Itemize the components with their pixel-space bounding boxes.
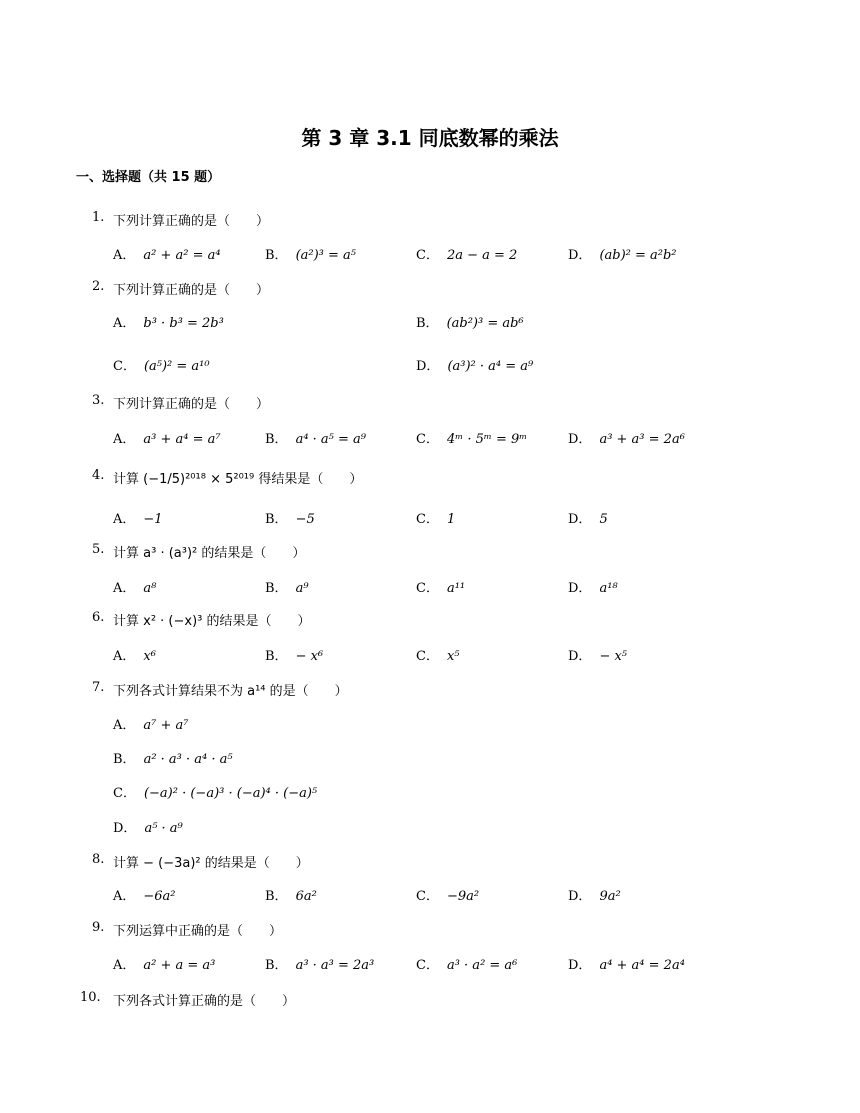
option-letter: A． bbox=[113, 248, 136, 263]
answer-option[interactable] bbox=[568, 577, 618, 596]
answer-option[interactable] bbox=[416, 508, 455, 527]
answer-option[interactable] bbox=[568, 645, 627, 664]
answer-option[interactable] bbox=[265, 244, 356, 263]
option-expression: −6a² bbox=[143, 889, 176, 904]
option-expression: 2a − a = 2 bbox=[446, 248, 518, 263]
option-letter: C． bbox=[416, 512, 439, 527]
option-expression: − x⁶ bbox=[295, 649, 324, 664]
answer-option[interactable] bbox=[113, 782, 317, 801]
answer-option[interactable] bbox=[568, 244, 677, 263]
option-letter: A． bbox=[113, 958, 136, 973]
option-letter: C． bbox=[416, 581, 439, 596]
option-letter: A． bbox=[113, 432, 136, 447]
option-expression: −5 bbox=[295, 512, 315, 527]
question-stem: 下列各式计算结果不为 a¹⁴ 的是（ ） bbox=[113, 684, 348, 699]
option-letter: B． bbox=[113, 752, 136, 767]
answer-option[interactable] bbox=[113, 428, 221, 447]
option-letter: D． bbox=[568, 581, 592, 596]
answer-option[interactable] bbox=[113, 577, 156, 596]
option-expression: a⁹ bbox=[295, 581, 309, 596]
question-stem: 计算 (−1/5)²⁰¹⁸ × 5²⁰¹⁹ 得结果是（ ） bbox=[113, 472, 363, 487]
option-letter: D． bbox=[416, 359, 440, 374]
answer-option[interactable] bbox=[113, 312, 224, 331]
answer-option[interactable] bbox=[265, 885, 317, 904]
option-letter: C． bbox=[416, 649, 439, 664]
question-number: 1. bbox=[92, 210, 105, 225]
answer-option[interactable] bbox=[568, 428, 685, 447]
option-letter: C． bbox=[113, 786, 136, 801]
option-letter: D． bbox=[568, 432, 592, 447]
answer-option[interactable] bbox=[113, 885, 176, 904]
question-number: 7. bbox=[92, 680, 105, 695]
option-expression: 5 bbox=[599, 512, 608, 527]
answer-option[interactable] bbox=[416, 577, 465, 596]
option-expression: b³ · b³ = 2b³ bbox=[143, 316, 224, 331]
option-letter: A． bbox=[113, 649, 136, 664]
question-number: 9. bbox=[92, 920, 105, 935]
question-stem: 下列计算正确的是（ ） bbox=[113, 397, 270, 412]
question-number: 4. bbox=[92, 468, 105, 483]
option-expression: (a³)² · a⁴ = a⁹ bbox=[447, 359, 534, 374]
answer-option[interactable] bbox=[416, 244, 517, 263]
option-letter: B． bbox=[265, 889, 288, 904]
answer-option[interactable] bbox=[568, 954, 685, 973]
option-expression: a² + a = a³ bbox=[143, 958, 216, 973]
option-letter: B． bbox=[265, 958, 288, 973]
option-letter: D． bbox=[113, 821, 137, 836]
option-letter: A． bbox=[113, 889, 136, 904]
answer-option[interactable] bbox=[113, 508, 163, 527]
option-expression: a³ + a⁴ = a⁷ bbox=[143, 432, 221, 447]
answer-option[interactable] bbox=[416, 355, 533, 374]
option-expression: a⁵ · a⁹ bbox=[144, 821, 183, 836]
option-letter: D． bbox=[568, 512, 592, 527]
answer-option[interactable] bbox=[416, 954, 517, 973]
option-letter: C． bbox=[416, 958, 439, 973]
question-stem: 计算 x² · (−x)³ 的结果是（ ） bbox=[113, 614, 311, 629]
answer-option[interactable] bbox=[568, 508, 608, 527]
option-expression: (ab²)³ = ab⁶ bbox=[446, 316, 524, 331]
answer-option[interactable] bbox=[113, 244, 221, 263]
option-expression: 4ᵐ · 5ᵐ = 9ᵐ bbox=[446, 432, 528, 447]
option-expression: a² · a³ · a⁴ · a⁵ bbox=[143, 752, 233, 767]
option-expression: a¹⁸ bbox=[599, 581, 618, 596]
option-letter: B． bbox=[265, 512, 288, 527]
question-stem: 下列运算中正确的是（ ） bbox=[113, 924, 283, 939]
option-letter: C． bbox=[416, 432, 439, 447]
option-letter: B． bbox=[265, 581, 288, 596]
question-number: 10. bbox=[80, 990, 101, 1005]
option-expression: a³ · a³ = 2a³ bbox=[295, 958, 375, 973]
answer-option[interactable] bbox=[113, 748, 233, 767]
option-expression: x⁵ bbox=[446, 649, 460, 664]
option-expression: a⁴ + a⁴ = 2a⁴ bbox=[599, 958, 685, 973]
answer-option[interactable] bbox=[265, 508, 315, 527]
option-expression: − x⁵ bbox=[599, 649, 628, 664]
answer-option[interactable] bbox=[416, 312, 524, 331]
option-letter: B． bbox=[265, 248, 288, 263]
option-expression: a³ · a² = a⁶ bbox=[446, 958, 518, 973]
answer-option[interactable] bbox=[113, 645, 156, 664]
question-number: 2. bbox=[92, 279, 105, 294]
option-letter: B． bbox=[265, 432, 288, 447]
option-expression: 6a² bbox=[295, 889, 317, 904]
option-letter: B． bbox=[265, 649, 288, 664]
answer-option[interactable] bbox=[265, 645, 323, 664]
option-letter: A． bbox=[113, 718, 136, 733]
answer-option[interactable] bbox=[416, 885, 479, 904]
option-letter: D． bbox=[568, 248, 592, 263]
option-letter: C． bbox=[416, 889, 439, 904]
answer-option[interactable] bbox=[113, 355, 210, 374]
option-expression: 9a² bbox=[599, 889, 621, 904]
option-expression: a³ + a³ = 2a⁶ bbox=[599, 432, 685, 447]
option-expression: a¹¹ bbox=[446, 581, 466, 596]
question-stem: 计算 − (−3a)² 的结果是（ ） bbox=[113, 856, 309, 871]
option-expression: a⁷ + a⁷ bbox=[143, 718, 189, 733]
option-expression: x⁶ bbox=[143, 649, 156, 664]
option-expression: a⁸ bbox=[143, 581, 157, 596]
option-letter: A． bbox=[113, 581, 136, 596]
option-expression: (−a)² · (−a)³ · (−a)⁴ · (−a)⁵ bbox=[143, 786, 318, 801]
answer-option[interactable] bbox=[113, 954, 215, 973]
option-expression: −9a² bbox=[446, 889, 480, 904]
answer-option[interactable] bbox=[568, 885, 621, 904]
answer-option[interactable] bbox=[265, 428, 366, 447]
answer-option[interactable] bbox=[416, 645, 460, 664]
option-letter: D． bbox=[568, 889, 592, 904]
section-heading: 一、选择题（共 15 题） bbox=[76, 170, 221, 185]
question-number: 8. bbox=[92, 852, 105, 867]
answer-option[interactable] bbox=[416, 428, 527, 447]
page-title: 第 3 章 3.1 同底数幂的乘法 bbox=[301, 126, 559, 150]
option-expression: (ab)² = a²b² bbox=[599, 248, 677, 263]
option-expression: a² + a² = a⁴ bbox=[143, 248, 221, 263]
question-stem: 下列各式计算正确的是（ ） bbox=[113, 994, 296, 1009]
option-letter: A． bbox=[113, 316, 136, 331]
question-stem: 下列计算正确的是（ ） bbox=[113, 283, 270, 298]
question-stem: 计算 a³ · (a³)² 的结果是（ ） bbox=[113, 546, 306, 561]
option-expression: 1 bbox=[446, 512, 456, 527]
option-letter: B． bbox=[416, 316, 439, 331]
option-letter: D． bbox=[568, 958, 592, 973]
question-number: 6. bbox=[92, 610, 105, 625]
option-letter: C． bbox=[113, 359, 136, 374]
option-expression: (a²)³ = a⁵ bbox=[295, 248, 356, 263]
option-letter: A． bbox=[113, 512, 136, 527]
option-expression: (a⁵)² = a¹⁰ bbox=[143, 359, 210, 374]
question-number: 5. bbox=[92, 542, 105, 557]
question-stem: 下列计算正确的是（ ） bbox=[113, 214, 270, 229]
option-letter: D． bbox=[568, 649, 592, 664]
answer-option[interactable] bbox=[113, 817, 183, 836]
answer-option[interactable] bbox=[265, 577, 309, 596]
option-expression: −1 bbox=[143, 512, 163, 527]
answer-option[interactable] bbox=[113, 714, 188, 733]
option-expression: a⁴ · a⁵ = a⁹ bbox=[295, 432, 367, 447]
option-letter: C． bbox=[416, 248, 439, 263]
question-number: 3. bbox=[92, 393, 105, 408]
answer-option[interactable] bbox=[265, 954, 374, 973]
